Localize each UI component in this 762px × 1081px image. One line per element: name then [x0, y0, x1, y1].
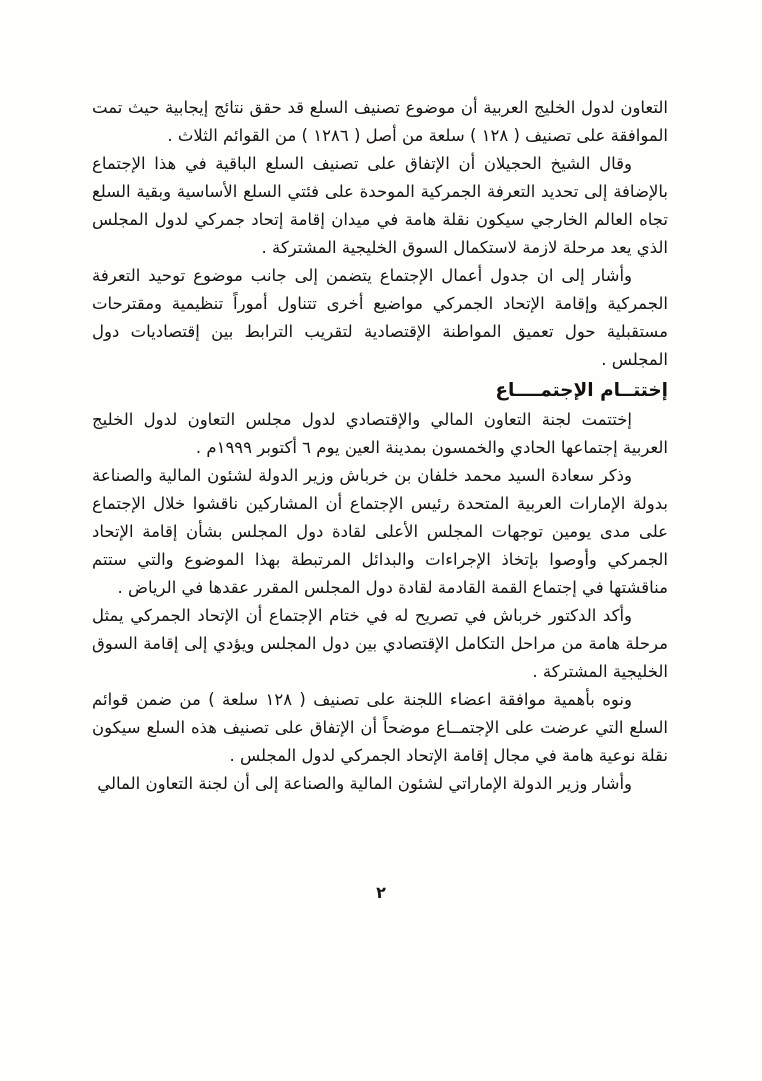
- paragraph-committee-conclusion: إختتمت لجنة التعاون المالي والإقتصادي لدول مجلس التعاون لدول الخليج العربية إجتماعها الحادي والخمسون بمدينة العين يوم ٦ أكتوبر ١٩٩٩م .: [92, 410, 668, 457]
- page-number: ٢: [376, 883, 386, 902]
- paragraph-continuation: التعاون لدول الخليج العربية أن موضوع تصنيف السلع قد حقق نتائج إيجابية حيث تمت الموافقة على تصنيف ( ١٢٨ ) سلعة من أصل ( ١٢٨٦ ) من القوائم الثلاث .: [92, 98, 668, 145]
- paragraph-final-line: وأشار وزير الدولة الإماراتي لشئون المالية والصناعة إلى أن لجنة التعاون المالي: [97, 774, 632, 793]
- paragraph-minister-remarks: وذكر سعادة السيد محمد خلفان بن خرباش وزير الدولة لشئون المالية والصناعة بدولة الإمارات العربية المتحدة رئيس الإجتماع أن المشاركين ناقشوا خلال الإجتماع على مدى يومين توجهات المجلس الأعلى لقادة دول المجلس بشأن إقامة الإتحاد الجمركي وأوصوا بإتخاذ الإجراءات والبدائل المرتبطة بهذا الموضوع والتي ستتم مناقشتها في إجتماع القمة القادمة لقادة دول المجلس المقرر عقدها في الرياض .: [92, 466, 668, 597]
- paragraph-agenda: وأشار إلى ان جدول أعمال الإجتماع يتضمن إلى جانب موضوع توحيد التعرفة الجمركية وإقامة الإتحاد الجمركي مواضيع أخرى تتناول أموراً تنظيمية ومقترحات مستقبلية حول تعميق المواطنة الإقتصادية لتقريب الترابط بين إقتصاديات دول المجلس .: [92, 266, 668, 369]
- paragraph-customs-union: وأكد الدكتور خرباش في تصريح له في ختام الإجتماع أن الإتحاد الجمركي يمثل مرحلة هامة من مراحل التكامل الإقتصادي بين دول المجلس ويؤدي إلى إقامة السوق الخليجية المشتركة .: [92, 606, 668, 681]
- paragraph-hujailan-statement: وقال الشيخ الحجيلان أن الإتفاق على تصنيف السلع الباقية في هذا الإجتماع بالإضافة إلى تحديد التعرفة الجمركية الموحدة على فئتي السلع الأساسية وبقية السلع تجاه العالم الخارجي سيكون نقلة هامة في ميدان إقامة إتحاد جمركي لدول المجلس الذي يعد مرحلة لازمة لاستكمال السوق الخليجية المشتركة .: [92, 154, 668, 257]
- document-body: [92, 94, 668, 798]
- paragraph-goods-classification: ونوه بأهمية موافقة اعضاء اللجنة على تصنيف ( ١٢٨ سلعة ) من ضمن قوائم السلع التي عرضت على الإجتمــاع موضحاً أن الإتفاق على تصنيف هذه السلع سيكون نقلة نوعية هامة في مجال إقامة الإتحاد الجمركي لدول المجلس .: [92, 690, 668, 765]
- section-heading-meeting-conclusion: إختتــام الإجتمــــاع: [495, 380, 668, 401]
